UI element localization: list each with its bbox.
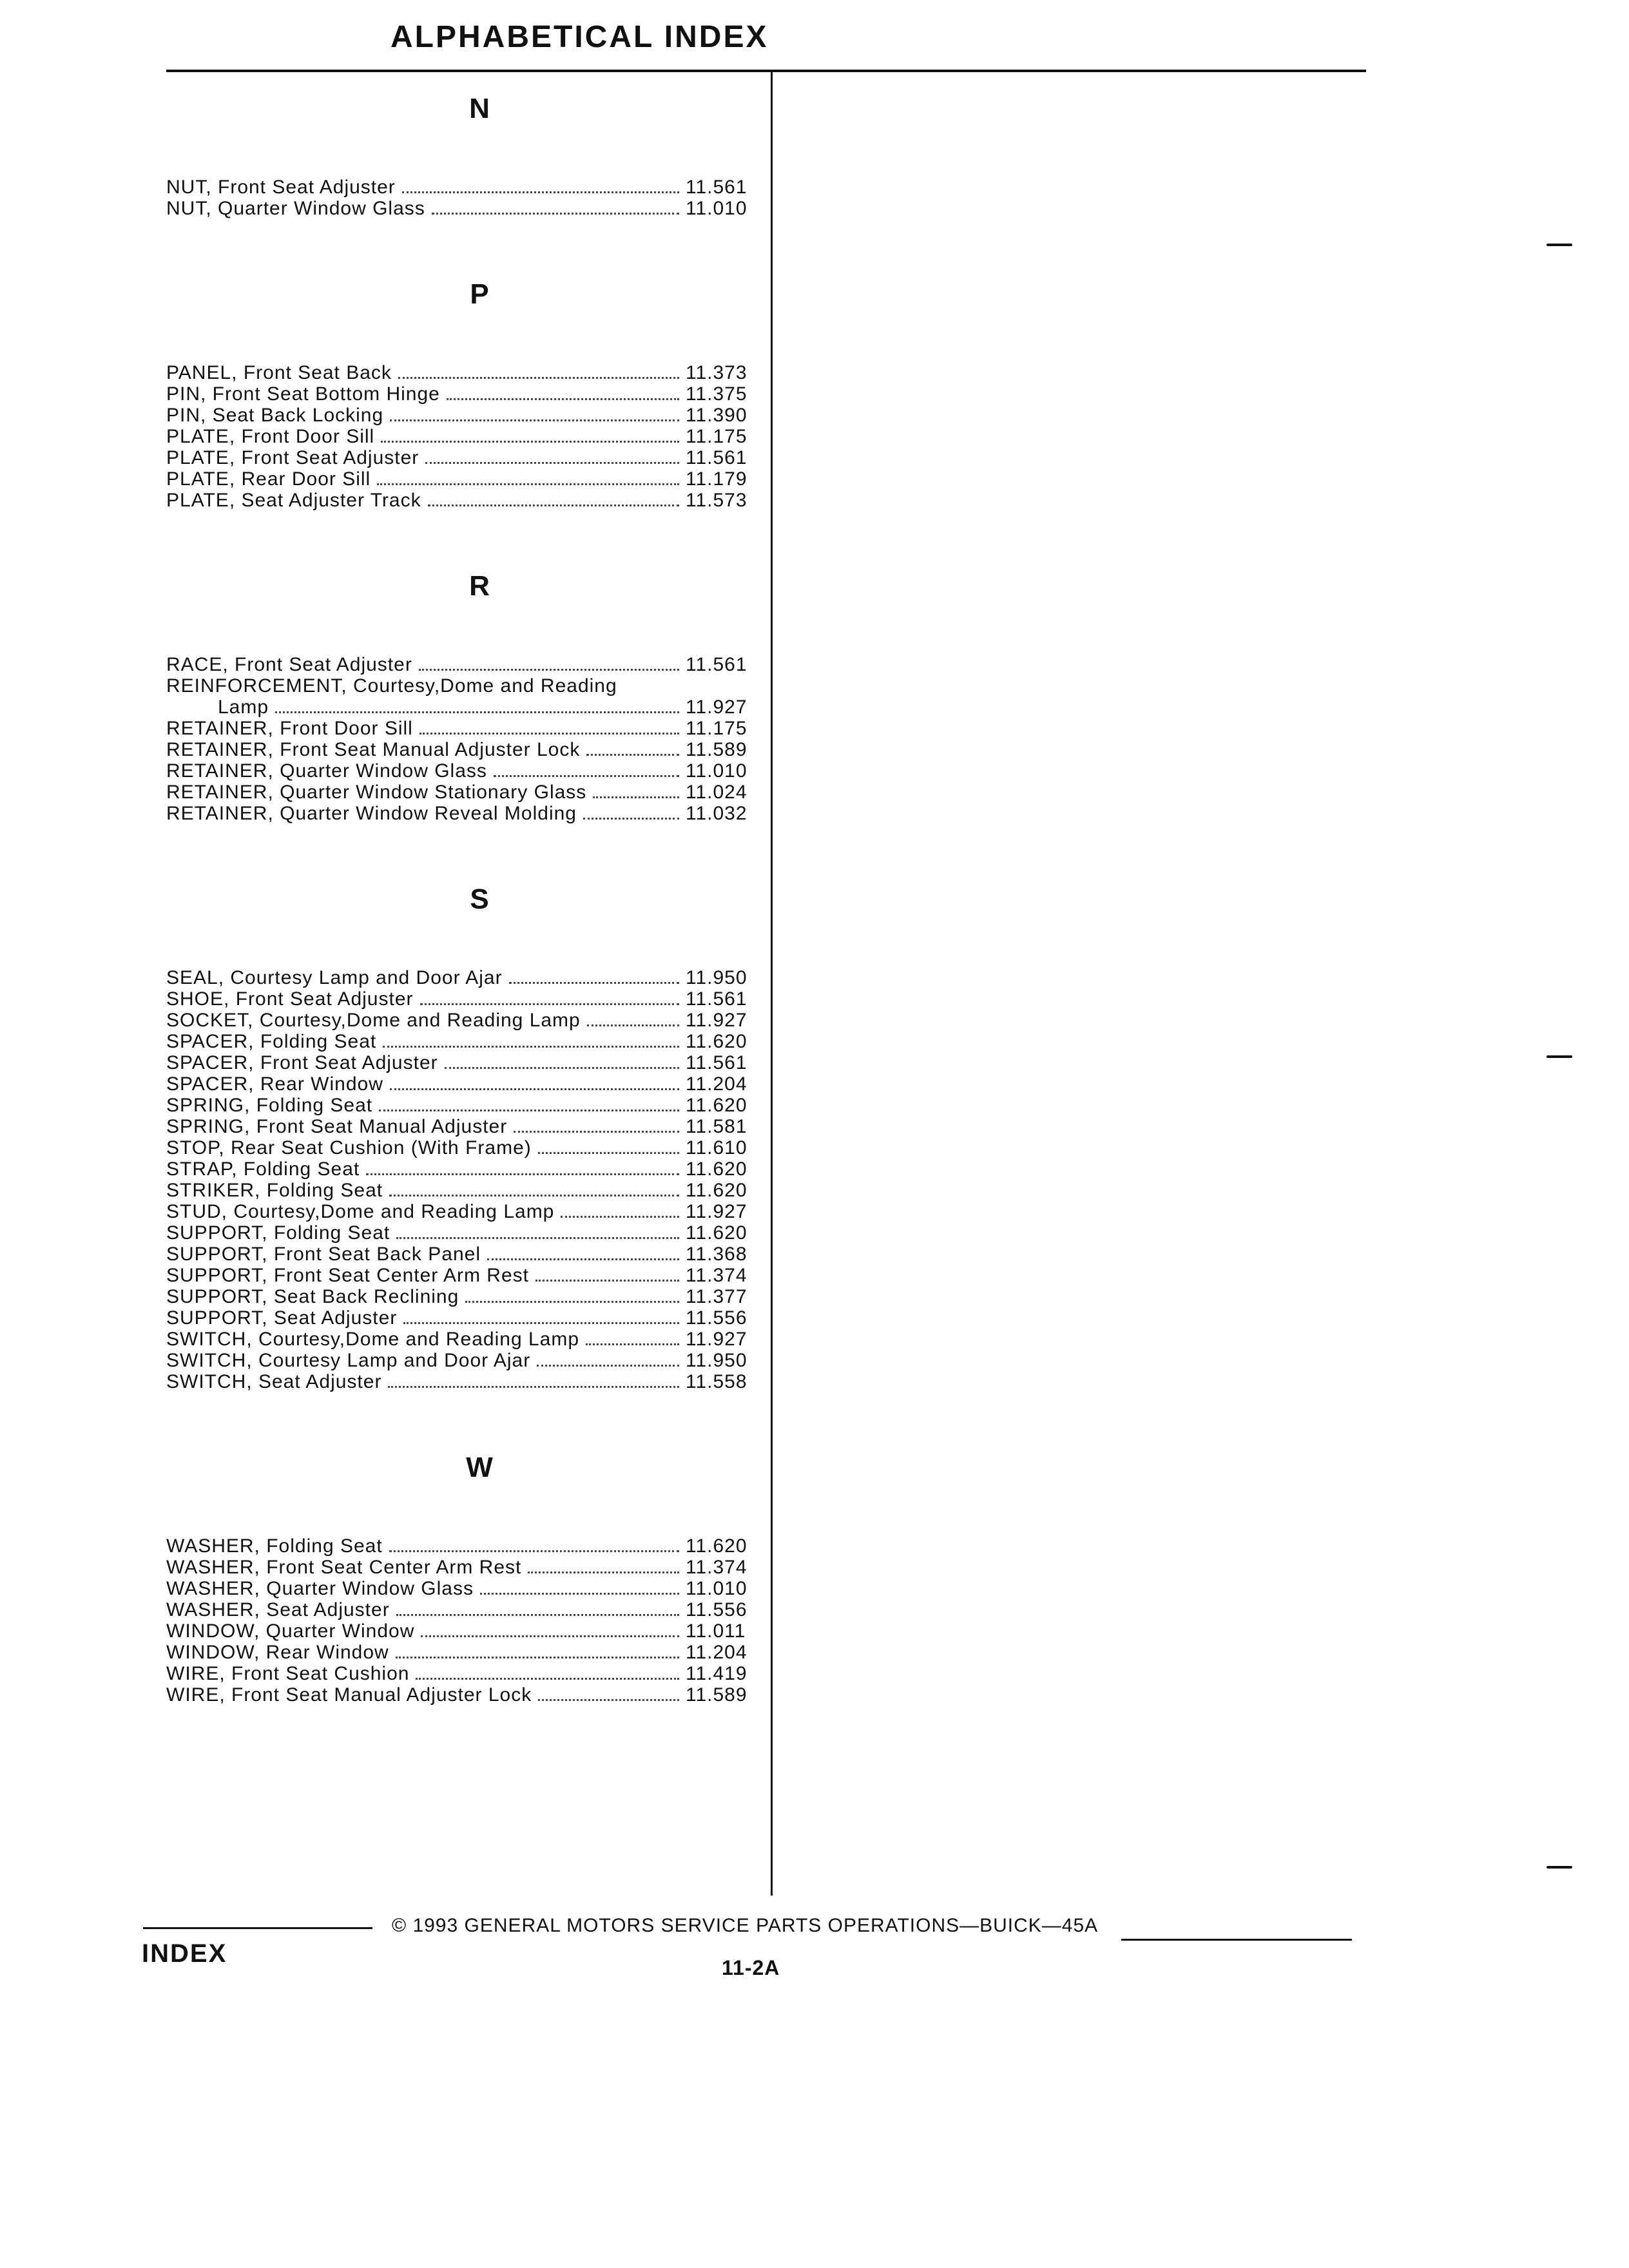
index-entry: [166, 988, 767, 1010]
entry-page: 11.374: [686, 1265, 747, 1286]
index-entry: [166, 383, 767, 405]
entry-name: RETAINER, Quarter Window Glass: [166, 760, 487, 782]
leader-dots: [389, 1550, 679, 1552]
index-entry: [166, 198, 767, 219]
entry-name: SUPPORT, Front Seat Back Panel: [166, 1244, 481, 1265]
leader-dots: [593, 796, 679, 798]
entry-name: SUPPORT, Seat Back Reclining: [166, 1286, 459, 1307]
leader-dots: [402, 191, 679, 193]
entry-page: 11.377: [686, 1286, 747, 1307]
entry-name: SPACER, Folding Seat: [166, 1031, 377, 1052]
entry-page: 11.375: [686, 383, 747, 405]
entry-name: STUD, Courtesy,Dome and Reading Lamp: [166, 1201, 555, 1222]
index-entry: [166, 1265, 767, 1286]
leader-dots: [396, 1237, 679, 1239]
entry-page: 11.620: [686, 1535, 747, 1557]
leader-dots: [561, 1216, 679, 1218]
leader-dots: [390, 1088, 679, 1090]
footer-page-number: 11-2A: [722, 1956, 780, 1979]
entry-page: 11.561: [686, 654, 747, 675]
entry-page: 11.561: [686, 177, 747, 198]
index-section: [166, 824, 767, 1392]
entry-name: WASHER, Quarter Window Glass: [166, 1578, 474, 1599]
entry-name: WIRE, Front Seat Manual Adjuster Lock: [166, 1684, 532, 1706]
entry-page: 11.561: [686, 447, 747, 468]
index-entry: [166, 1201, 767, 1222]
index-entry: [166, 803, 767, 824]
index-entry: [166, 447, 767, 468]
leader-dots: [389, 1195, 679, 1196]
entry-page: 11.010: [686, 198, 747, 219]
leader-dots: [445, 1067, 679, 1069]
entry-name: STRIKER, Folding Seat: [166, 1180, 383, 1201]
entry-page: 11.373: [686, 362, 747, 383]
leader-dots: [432, 213, 679, 215]
leader-dots: [366, 1173, 679, 1175]
entry-name: WASHER, Seat Adjuster: [166, 1599, 390, 1620]
leader-dots: [379, 1110, 679, 1111]
leader-dots: [420, 1003, 680, 1005]
entry-name: WINDOW, Rear Window: [166, 1642, 389, 1663]
entry-name: STRAP, Folding Seat: [166, 1158, 360, 1180]
leader-dots: [447, 398, 679, 400]
entry-page: 11.204: [686, 1073, 747, 1095]
index-entry: [166, 1073, 767, 1095]
leader-dots: [381, 441, 679, 443]
entry-name-continuation: Lamp: [218, 697, 269, 718]
section-letter: W: [466, 1452, 493, 1483]
index-entry: [166, 468, 767, 490]
entry-name: NUT, Quarter Window Glass: [166, 198, 425, 219]
entry-page: 11.368: [686, 1244, 747, 1265]
entry-name: PIN, Seat Back Locking: [166, 405, 384, 426]
leader-dots: [538, 1699, 679, 1701]
footer-copyright: © 1993 GENERAL MOTORS SERVICE PARTS OPERATIONS—BUICK—45A: [392, 1915, 1099, 1936]
leader-dots: [583, 818, 679, 820]
index-entry: [166, 1684, 767, 1706]
entry-page: 11.620: [686, 1180, 747, 1201]
entry-name: RACE, Front Seat Adjuster: [166, 654, 412, 675]
entry-page: 11.390: [686, 405, 747, 426]
index-section: [166, 86, 767, 219]
index-entry: [166, 1052, 767, 1073]
entry-page: 11.573: [686, 490, 747, 511]
entry-page: 11.556: [686, 1307, 747, 1329]
footer-section-label: INDEX: [142, 1939, 227, 1968]
leader-dots: [480, 1593, 679, 1595]
entry-page: 11.558: [686, 1371, 747, 1392]
entry-page: 11.620: [686, 1031, 747, 1052]
index-entry: [166, 1222, 767, 1244]
entry-page: 11.581: [686, 1116, 747, 1137]
column-divider: [771, 72, 773, 1896]
entry-name: SPACER, Front Seat Adjuster: [166, 1052, 438, 1073]
leader-dots: [396, 1657, 679, 1658]
leader-dots: [586, 754, 679, 756]
entry-page: 11.374: [686, 1557, 747, 1578]
leader-dots: [528, 1571, 679, 1573]
index-entry: [166, 405, 767, 426]
leader-dots: [398, 377, 679, 379]
index-column: [166, 72, 767, 1706]
entry-page: 11.010: [686, 760, 747, 782]
index-section: [166, 1392, 767, 1706]
page-title: ALPHABETICAL INDEX: [390, 20, 769, 54]
entry-page: 11.589: [686, 739, 747, 760]
entry-page: 11.927: [686, 1201, 747, 1222]
index-entry: [166, 1642, 767, 1663]
index-entry: [166, 1535, 767, 1557]
entry-name: RETAINER, Front Seat Manual Adjuster Lock: [166, 739, 581, 760]
entry-name: SWITCH, Courtesy,Dome and Reading Lamp: [166, 1329, 580, 1350]
index-entry: [166, 1095, 767, 1116]
leader-dots: [494, 775, 679, 777]
leader-dots: [428, 505, 679, 506]
index-entry: [166, 1557, 767, 1578]
leader-dots: [586, 1343, 679, 1345]
entry-name: SPRING, Folding Seat: [166, 1095, 373, 1116]
index-entry: [166, 1599, 767, 1620]
leader-dots: [388, 1386, 679, 1388]
footer-rule-right: [1121, 1939, 1352, 1941]
entry-name: PIN, Front Seat Bottom Hinge: [166, 383, 440, 405]
leader-dots: [537, 1365, 679, 1367]
entry-page: 11.561: [686, 1052, 747, 1073]
index-entry: [166, 967, 767, 988]
leader-dots: [421, 1635, 679, 1637]
section-letter: R: [469, 570, 490, 602]
entry-name: SPACER, Rear Window: [166, 1073, 383, 1095]
entry-page: 11.419: [686, 1663, 747, 1684]
index-entry-continuation: [166, 697, 767, 718]
entry-name: SWITCH, Courtesy Lamp and Door Ajar: [166, 1350, 531, 1371]
entry-name: WINDOW, Quarter Window: [166, 1620, 415, 1642]
entry-page: 11.620: [686, 1222, 747, 1244]
footer-rule-left: [143, 1927, 372, 1929]
entry-name: SEAL, Courtesy Lamp and Door Ajar: [166, 967, 503, 988]
entry-page: 11.589: [686, 1684, 747, 1706]
edge-mark: [1547, 244, 1572, 246]
index-entry: [166, 1031, 767, 1052]
leader-dots: [419, 733, 679, 735]
entry-page: 11.011: [686, 1620, 746, 1642]
index-entry: [166, 177, 767, 198]
index-entry: [166, 1244, 767, 1265]
entry-name: SUPPORT, Folding Seat: [166, 1222, 390, 1244]
entry-name: PLATE, Front Seat Adjuster: [166, 447, 419, 468]
entry-name: NUT, Front Seat Adjuster: [166, 177, 396, 198]
entry-page: 11.610: [686, 1137, 747, 1158]
entry-page: 11.620: [686, 1095, 747, 1116]
entry-name: RETAINER, Quarter Window Reveal Molding: [166, 803, 577, 824]
entry-name: RETAINER, Front Door Sill: [166, 718, 413, 739]
index-entry: [166, 1116, 767, 1137]
index-entry: [166, 1350, 767, 1371]
entry-page: 11.927: [686, 1329, 747, 1350]
entry-page: 11.024: [686, 782, 747, 803]
entry-name: SOCKET, Courtesy,Dome and Reading Lamp: [166, 1010, 581, 1031]
entry-name: SHOE, Front Seat Adjuster: [166, 988, 414, 1010]
index-entry: [166, 1137, 767, 1158]
index-entry: [166, 782, 767, 803]
section-letter: N: [469, 93, 490, 124]
entry-page: 11.032: [686, 803, 747, 824]
index-entry: [166, 1620, 767, 1642]
index-entry: [166, 1158, 767, 1180]
entry-page: 11.620: [686, 1158, 747, 1180]
entry-name: WIRE, Front Seat Cushion: [166, 1663, 410, 1684]
entry-page: 11.556: [686, 1599, 747, 1620]
entry-page: 11.950: [686, 967, 747, 988]
entry-name: SWITCH, Seat Adjuster: [166, 1371, 382, 1392]
section-letter: S: [470, 883, 489, 915]
entry-name: PANEL, Front Seat Back: [166, 362, 392, 383]
entry-name: WASHER, Folding Seat: [166, 1535, 383, 1557]
edge-mark: [1547, 1866, 1572, 1869]
leader-dots: [487, 1258, 679, 1260]
index-entry: [166, 1329, 767, 1350]
index-entry: [166, 739, 767, 760]
leader-dots: [465, 1301, 679, 1303]
entry-name: STOP, Rear Seat Cushion (With Frame): [166, 1137, 532, 1158]
entry-name: PLATE, Rear Door Sill: [166, 468, 371, 490]
leader-dots: [509, 982, 679, 984]
index-section: [166, 511, 767, 824]
leader-dots: [403, 1322, 679, 1324]
leader-dots: [587, 1024, 679, 1026]
entry-page: 11.927: [686, 697, 747, 718]
index-entry: [166, 654, 767, 675]
leader-dots: [514, 1131, 679, 1133]
entry-name: RETAINER, Quarter Window Stationary Glass: [166, 782, 587, 803]
entry-page: 11.179: [686, 468, 747, 490]
leader-dots: [383, 1046, 679, 1048]
index-entry: [166, 362, 767, 383]
entry-name: PLATE, Seat Adjuster Track: [166, 490, 421, 511]
entry-name: SUPPORT, Seat Adjuster: [166, 1307, 398, 1329]
entry-name: REINFORCEMENT, Courtesy,Dome and Reading: [166, 675, 617, 697]
index-entry: [166, 426, 767, 447]
entry-page: 11.950: [686, 1350, 747, 1371]
index-entry: [166, 490, 767, 511]
leader-dots: [390, 419, 679, 421]
entry-page: 11.010: [686, 1578, 747, 1599]
entry-page: 11.927: [686, 1010, 747, 1031]
entry-page: 11.175: [686, 718, 747, 739]
index-entry: [166, 760, 767, 782]
entry-name: SPRING, Front Seat Manual Adjuster: [166, 1116, 508, 1137]
leader-dots: [377, 483, 679, 485]
index-entry: [166, 1180, 767, 1201]
index-entry: [166, 1286, 767, 1307]
entry-name: WASHER, Front Seat Center Arm Rest: [166, 1557, 522, 1578]
leader-dots: [538, 1152, 679, 1154]
leader-dots: [396, 1614, 679, 1616]
leader-dots: [419, 669, 679, 671]
index-section: [166, 219, 767, 511]
entry-name: PLATE, Front Door Sill: [166, 426, 375, 447]
index-entry: [166, 675, 767, 697]
index-entry: [166, 1307, 767, 1329]
index-entry: [166, 1371, 767, 1392]
entry-page: 11.175: [686, 426, 747, 447]
entry-page: 11.561: [686, 988, 747, 1010]
index-entry: [166, 1010, 767, 1031]
entry-name: SUPPORT, Front Seat Center Arm Rest: [166, 1265, 529, 1286]
leader-dots: [535, 1280, 679, 1282]
index-entry: [166, 1578, 767, 1599]
section-letter: P: [470, 278, 489, 310]
index-entry: [166, 718, 767, 739]
leader-dots: [425, 462, 679, 464]
leader-dots: [275, 711, 679, 713]
index-entry: [166, 1663, 767, 1684]
edge-mark: [1547, 1055, 1572, 1058]
entry-page: 11.204: [686, 1642, 747, 1663]
leader-dots: [416, 1678, 679, 1680]
